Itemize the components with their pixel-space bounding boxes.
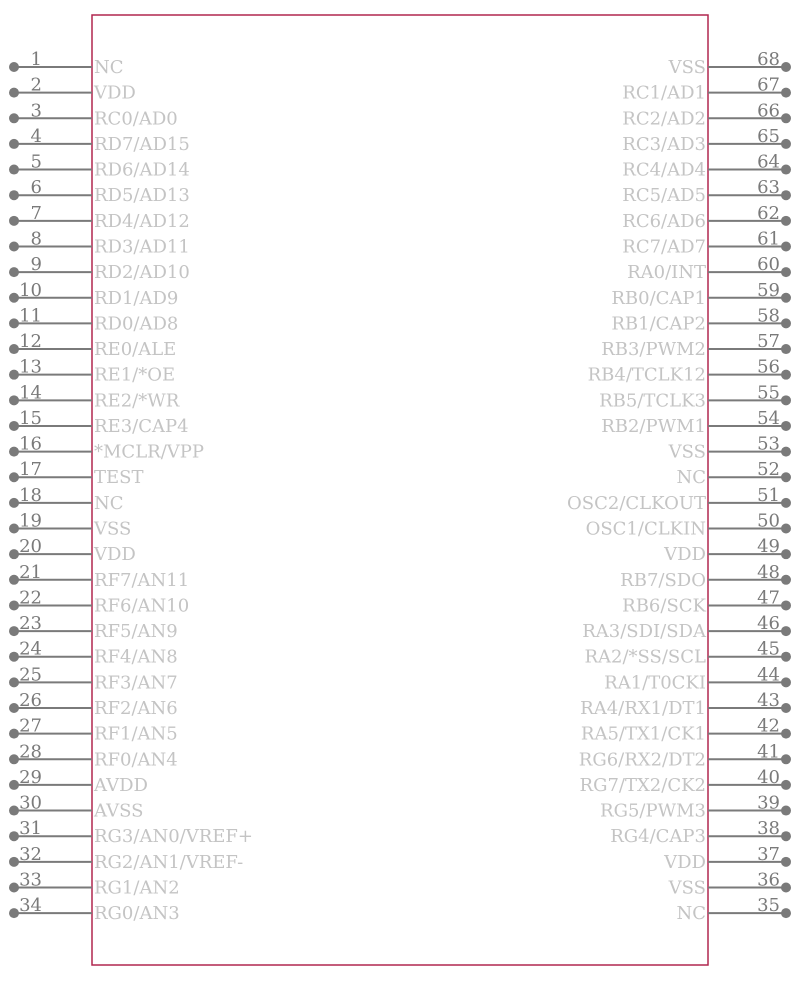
pin-name: NC (676, 903, 706, 925)
pin-number: 52 (757, 459, 780, 481)
pin-21 (9, 562, 189, 591)
pin-name: VSS (668, 441, 706, 463)
pin-number: 21 (19, 561, 42, 583)
pin-name: NC (94, 492, 124, 514)
pin-45 (584, 639, 791, 668)
pin-number: 24 (19, 638, 42, 660)
pin-terminal-dot (9, 857, 19, 867)
pin-terminal-dot (9, 447, 19, 457)
pin-terminal-dot (9, 165, 19, 175)
right-pin-group (567, 49, 791, 924)
pin-number: 55 (757, 382, 780, 404)
pin-22 (9, 587, 189, 616)
pin-number: 18 (19, 484, 42, 506)
pin-terminal-dot (781, 293, 791, 303)
pin-number: 63 (757, 177, 780, 199)
pin-name: RC0/AD0 (94, 108, 178, 130)
pin-terminal-dot (9, 241, 19, 251)
pin-number: 54 (757, 407, 780, 429)
pin-24 (9, 639, 178, 668)
pin-number: 62 (757, 202, 780, 224)
pin-terminal-dot (781, 165, 791, 175)
pin-name: NC (676, 467, 706, 489)
pin-terminal-dot (781, 421, 791, 431)
pin-terminal-dot (9, 600, 19, 610)
pin-number: 8 (30, 228, 42, 250)
pin-name: RF2/AN6 (94, 698, 178, 719)
pin-number: 15 (19, 407, 42, 429)
pin-name: RC6/AD6 (622, 210, 706, 232)
pin-number: 64 (757, 151, 780, 173)
pin-terminal-dot (9, 677, 19, 687)
pin-terminal-dot (781, 780, 791, 790)
pin-18 (9, 485, 124, 514)
pin-name: AVDD (94, 774, 148, 796)
pin-number: 14 (19, 382, 42, 404)
pin-23 (9, 613, 178, 642)
pin-number: 61 (757, 228, 780, 250)
pin-name: OSC1/CLKIN (585, 518, 706, 540)
pin-terminal-dot (9, 370, 19, 380)
pin-name: RB1/CAP2 (611, 313, 706, 335)
pin-terminal-dot (9, 190, 19, 200)
pin-number: 7 (30, 202, 42, 224)
pin-name: RB4/TCLK12 (587, 364, 706, 386)
pin-name: VDD (664, 544, 706, 566)
pin-name: VSS (94, 518, 132, 540)
pin-name: RE3/CAP4 (94, 415, 189, 437)
pin-name: AVSS (94, 800, 144, 822)
pin-name: RD2/AD10 (94, 262, 190, 284)
pin-terminal-dot (9, 88, 19, 98)
pin-number: 57 (757, 331, 780, 353)
pin-terminal-dot (781, 677, 791, 687)
pin-terminal-dot (781, 549, 791, 559)
pin-number: 16 (19, 433, 42, 455)
pin-terminal-dot (781, 62, 791, 72)
pin-name: RE2/*WR (94, 390, 180, 412)
pin-name: RG0/AN3 (94, 903, 180, 925)
pin-name: RG7/TX2/CK2 (579, 774, 706, 796)
pin-terminal-dot (9, 113, 19, 123)
pin-name: RC2/AD2 (622, 108, 706, 130)
pin-name: RA5/TX1/CK1 (580, 723, 706, 745)
pin-number: 67 (757, 74, 780, 96)
pin-number: 59 (757, 279, 780, 301)
pin-number: 25 (19, 664, 42, 686)
pin-number: 13 (19, 356, 42, 378)
pin-terminal-dot (781, 370, 791, 380)
pin-name: NC (94, 57, 124, 78)
pin-terminal-dot (781, 88, 791, 98)
pin-number: 35 (757, 895, 780, 917)
pin-terminal-dot (9, 216, 19, 226)
pin-number: 42 (757, 715, 780, 737)
pin-terminal-dot (781, 857, 791, 867)
pin-name: RA2/*SS/SCL (584, 646, 706, 668)
pin-name: RC7/AD7 (622, 236, 706, 258)
pin-34 (9, 895, 180, 924)
pin-terminal-dot (781, 395, 791, 405)
pin-number: 45 (757, 638, 780, 660)
pin-52 (676, 459, 791, 488)
pin-number: 26 (19, 690, 42, 711)
pin-terminal-dot (781, 241, 791, 251)
pin-number: 34 (19, 895, 42, 917)
pin-51 (567, 485, 791, 514)
pin-terminal-dot (781, 498, 791, 508)
pin-number: 60 (757, 254, 780, 276)
pin-terminal-dot (9, 806, 19, 816)
pin-terminal-dot (9, 344, 19, 354)
pin-number: 40 (757, 766, 780, 788)
pin-name: RB6/SCK (622, 595, 706, 617)
pin-terminal-dot (9, 882, 19, 892)
pin-name: VSS (668, 57, 706, 78)
pin-35 (676, 895, 791, 924)
pin-terminal-dot (9, 626, 19, 636)
pin-terminal-dot (9, 754, 19, 764)
pin-name: RD7/AD15 (94, 133, 190, 155)
pin-2 (9, 75, 136, 104)
pin-number: 30 (19, 792, 42, 814)
pin-name: RD0/AD8 (94, 313, 179, 335)
pin-32 (9, 844, 243, 873)
pin-terminal-dot (781, 703, 791, 713)
pin-number: 46 (757, 613, 780, 635)
pin-number: 12 (19, 331, 42, 353)
pin-name: RB7/SDO (620, 569, 706, 591)
pin-number: 5 (30, 151, 42, 173)
pin-terminal-dot (781, 806, 791, 816)
pin-terminal-dot (781, 908, 791, 918)
pin-name: RC5/AD5 (622, 185, 706, 207)
pin-number: 48 (757, 561, 780, 583)
pin-19 (9, 511, 131, 540)
pin-number: 1 (30, 49, 42, 70)
ic-body-outline (92, 15, 708, 965)
pin-name: RG4/CAP3 (610, 826, 706, 848)
pin-terminal-dot (9, 293, 19, 303)
pin-terminal-dot (781, 882, 791, 892)
pin-terminal-dot (9, 831, 19, 841)
pin-terminal-dot (9, 908, 19, 918)
pin-name: RF4/AN8 (94, 646, 178, 668)
pin-48 (620, 562, 791, 591)
pin-number: 2 (30, 74, 42, 96)
pin-name: RA3/SDI/SDA (582, 621, 706, 643)
pin-terminal-dot (781, 831, 791, 841)
pin-name: RC3/AD3 (622, 133, 706, 155)
pin-terminal-dot (9, 267, 19, 277)
pin-31 (9, 818, 253, 847)
pin-number: 56 (757, 356, 780, 378)
pin-terminal-dot (9, 139, 19, 149)
pin-name: RG6/RX2/DT2 (578, 749, 706, 771)
pin-number: 33 (19, 869, 42, 891)
pin-terminal-dot (781, 652, 791, 662)
pin-name: RD1/AD9 (94, 287, 179, 309)
pin-number: 4 (30, 125, 42, 147)
pin-terminal-dot (9, 780, 19, 790)
pin-terminal-dot (781, 600, 791, 610)
pin-number: 51 (757, 484, 780, 506)
pin-number: 20 (19, 536, 42, 558)
pin-50 (586, 511, 791, 540)
pin-terminal-dot (9, 652, 19, 662)
pin-terminal-dot (9, 703, 19, 713)
pin-terminal-dot (781, 113, 791, 123)
pin-terminal-dot (781, 754, 791, 764)
pin-number: 43 (757, 690, 780, 711)
pin-name: VSS (668, 877, 706, 899)
pin-name: RA4/RX1/DT1 (580, 698, 706, 719)
pin-name: *MCLR/VPP (94, 441, 204, 463)
pin-terminal-dot (781, 267, 791, 277)
pin-number: 47 (757, 587, 780, 609)
pin-name: RF1/AN5 (94, 723, 178, 745)
pin-number: 23 (19, 613, 42, 635)
pin-name: VDD (664, 851, 706, 873)
pin-name: RC1/AD1 (622, 82, 706, 104)
pin-name: RF3/AN7 (94, 672, 178, 694)
pin-number: 9 (30, 254, 42, 276)
pin-terminal-dot (9, 395, 19, 405)
pin-44 (604, 664, 791, 693)
pin-20 (9, 536, 136, 565)
pin-name: RG3/AN0/VREF+ (94, 826, 253, 848)
pin-number: 49 (757, 536, 780, 558)
pin-name: RA1/T0CKI (604, 672, 706, 694)
pin-name: RF5/AN9 (94, 621, 178, 643)
pin-terminal-dot (9, 421, 19, 431)
pin-number: 6 (30, 177, 42, 199)
pin-terminal-dot (781, 472, 791, 482)
pin-terminal-dot (781, 447, 791, 457)
pin-number: 39 (757, 792, 780, 814)
pin-49 (663, 536, 791, 565)
pin-name: RG2/AN1/VREF- (94, 851, 244, 873)
pin-number: 10 (19, 279, 42, 301)
pin-name: RE0/ALE (94, 339, 177, 361)
pin-name: RC4/AD4 (622, 159, 706, 181)
pin-name: RB2/PWM1 (601, 415, 706, 437)
pin-terminal-dot (781, 318, 791, 328)
pin-name: RG5/PWM3 (600, 800, 706, 822)
pin-number: 50 (757, 510, 780, 532)
pin-17 (9, 459, 143, 488)
pin-25 (9, 664, 178, 693)
pin-number: 41 (757, 741, 780, 763)
pin-terminal-dot (781, 626, 791, 636)
pin-number: 28 (19, 741, 42, 763)
pin-terminal-dot (9, 472, 19, 482)
pin-name: RD4/AD12 (94, 210, 190, 232)
pin-47 (622, 587, 791, 616)
pin-name: RG1/AN2 (94, 877, 180, 899)
pin-number: 19 (19, 510, 42, 532)
pin-name: OSC2/CLKOUT (567, 492, 706, 514)
left-pin-group (9, 49, 253, 924)
pin-number: 66 (757, 100, 780, 122)
pin-name: RD3/AD11 (94, 236, 190, 258)
pin-name: RB3/PWM2 (601, 339, 706, 361)
pin-name: RF7/AN11 (94, 569, 190, 591)
pin-name: RB5/TCLK3 (599, 390, 706, 412)
pin-terminal-dot (781, 729, 791, 739)
pin-number: 53 (757, 433, 780, 455)
pin-number: 38 (757, 818, 780, 840)
pin-number: 11 (19, 305, 42, 327)
pin-name: TEST (94, 467, 144, 489)
pin-name: RF6/AN10 (94, 595, 190, 617)
pin-number: 44 (757, 664, 780, 686)
pin-terminal-dot (781, 524, 791, 534)
pin-number: 58 (757, 305, 780, 327)
pin-number: 31 (19, 818, 42, 840)
pin-name: RF0/AN4 (94, 749, 178, 771)
pin-terminal-dot (781, 216, 791, 226)
pin-number: 65 (757, 125, 780, 147)
pin-name: VDD (94, 544, 136, 566)
pin-terminal-dot (9, 318, 19, 328)
pin-name: RD6/AD14 (94, 159, 190, 181)
pin-number: 68 (757, 49, 780, 70)
pin-terminal-dot (781, 190, 791, 200)
pin-terminal-dot (9, 729, 19, 739)
pin-name: RA0/INT (627, 262, 706, 284)
pin-terminal-dot (9, 524, 19, 534)
pin-terminal-dot (781, 575, 791, 585)
pin-terminal-dot (9, 549, 19, 559)
pin-number: 27 (19, 715, 42, 737)
pin-terminal-dot (9, 575, 19, 585)
pin-terminal-dot (781, 139, 791, 149)
pin-1 (9, 49, 124, 78)
pin-terminal-dot (781, 344, 791, 354)
pin-name: RB0/CAP1 (611, 287, 706, 309)
pin-46 (582, 613, 791, 642)
pin-terminal-dot (9, 498, 19, 508)
pin-number: 36 (757, 869, 780, 891)
pin-number: 37 (757, 843, 780, 865)
pin-name: RE1/*OE (94, 364, 176, 386)
pin-number: 29 (19, 766, 42, 788)
pin-number: 32 (19, 843, 42, 865)
pin-number: 17 (19, 459, 42, 481)
pin-number: 3 (30, 100, 42, 122)
pin-name: RD5/AD13 (94, 185, 190, 207)
pin-name: VDD (94, 82, 136, 104)
pin-number: 22 (19, 587, 42, 609)
pin-terminal-dot (9, 62, 19, 72)
